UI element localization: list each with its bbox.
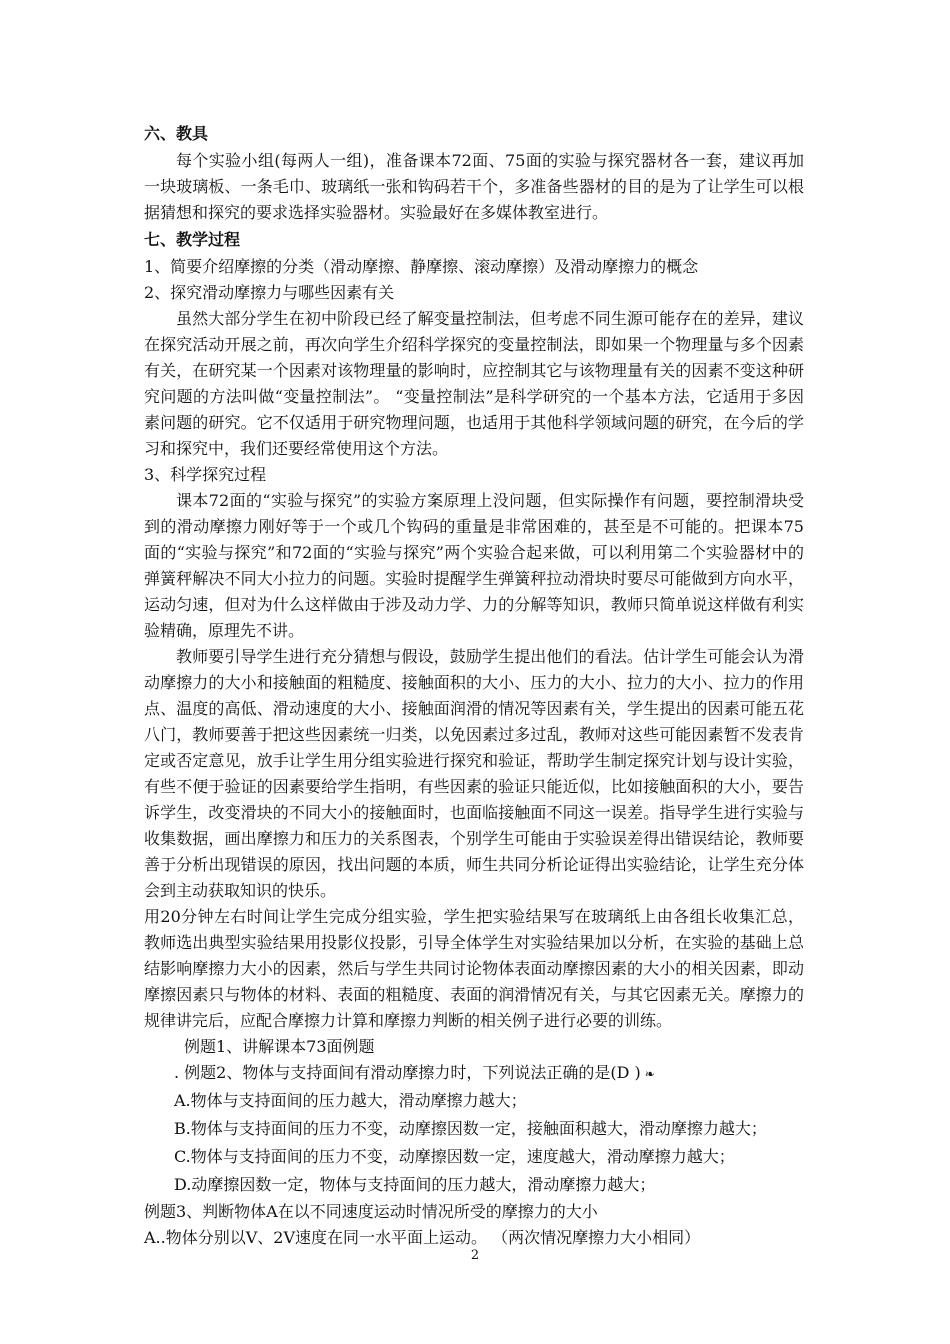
option-b: B.物体与支持面间的压力不变，动摩擦因数一定，接触面积越大，滑动摩擦力越大；	[174, 1119, 767, 1138]
hypothesis-paragraph: 教师要引导学生进行充分猜想与假设，鼓励学生提出他们的看法。估计学生可能会认为滑动摩擦力的大小和接触面的粗糙度、接触面积的大小、压力的大小、拉力的大小、拉力的作用点、温度的高低、滑动速度的大小、接触面润滑的情况等因素有关，学生提出的因素可能五花八门，教师要善于把这些因素统一归类，以免因素过多过乱，教师对这些可能因素暂不发表肯定或否定意见，放手让学生用分组实验进行探究和验证，帮助学生制定探究计划与设计实验，有些不便于验证的因素要给学生指明，有些因素的验证只能近似，比如接触面积的大小，要告诉学生，改变滑块的不同大小的接触面时，也面临接触面不同这一误差。指导学生进行实验与收集数据，画出摩擦力和压力的关系图表，个别学生可能由于实验误差得出错误结论，教师要善于分析出现错误的原因，找出问题的本质，师生共同分析论证得出实验结论，让学生充分体会到主动获取知识的快乐。	[144, 647, 804, 900]
group-experiment-paragraph: 用20分钟左右时间让学生完成分组实验，学生把实验结果写在玻璃纸上由各组长收集汇总，教师选出典型实验结果用投影仪投影，引导全体学生对实验结果加以分析，在实验的基础上总结影响摩擦力大小的因素，然后与学生共同讨论物体表面动摩擦因素的大小的相关因素，即动摩擦因素只与物体的材料、表面的粗糙度、表面的润滑情况有关，与其它因素无关。摩擦力的规律讲完后，应配合摩擦力计算和摩擦力判断的相关例子进行必要的训练。	[144, 907, 804, 1030]
process-item-2: 2、探究滑动摩擦力与哪些因素有关	[144, 283, 395, 302]
experiment-plan-paragraph: 课本72面的“实验与探究”的实验方案原理上没问题，但实际操作有问题，要控制滑块受到的滑动摩擦力刚好等于一个或几个钩码的重量是非常困难的，甚至是不可能的。把课本75面的“实验与探究”和72面的“实验与探究”两个实验合起来做，可以利用第二个实验器材中的弹簧秤解决不同大小拉力的问题。实验时提醒学生弹簧秤拉动滑块时要尽可能做到方向水平，运动匀速，但对为什么这样做由于涉及动力学、力的分解等知识，教师只简单说这样做有利实验精确，原理先不讲。	[144, 491, 804, 640]
option-d: D.动摩擦因数一定，物体与支持面间的压力越大，滑动摩擦力越大；	[174, 1175, 656, 1194]
example-2-text: . 例题2、物体与支持面间有滑动摩擦力时，下列说法正确的是(D )	[174, 1063, 641, 1082]
process-item-1: 1、简要介绍摩擦的分类（滑动摩擦、静摩擦、滚动摩擦）及滑动摩擦力的概念	[144, 257, 699, 276]
teaching-aids-paragraph: 每个实验小组(每两人一组)，准备课本72面、75面的实验与探究器材各一套，建议再加一块玻璃板、一条毛巾、玻璃纸一张和钩码若干个，多准备些器材的目的是为了让学生可以根据猜想和探究的要求选择实验器材。实验最好在多媒体教室进行。	[144, 151, 804, 222]
document-body	[144, 120, 804, 1251]
option-c: C.物体与支持面间的压力不变，动摩擦因数一定，速度越大，滑动摩擦力越大；	[174, 1147, 735, 1166]
process-item-3: 3、科学探究过程	[144, 465, 267, 484]
swash-icon: ❧	[644, 1067, 655, 1081]
section-heading-teaching-process: 七、教学过程	[144, 230, 241, 249]
variable-control-paragraph: 虽然大部分学生在初中阶段已经了解变量控制法，但考虑不同生源可能存在的差异，建议在探究活动开展之前，再次向学生介绍科学探究的变量控制法，即如果一个物理量与多个因素有关，在研究某一个因素对该物理量的影响时，应控制其它与该物理量有关的因素不变这种研究问题的方法叫做“变量控制法”。 “变量控制法”是科学研究的一个基本方法，它适用于多因素问题的研究。它不仅适用于研究物理问题，也适用于其他科学领域问题的研究，在今后的学习和探究中，我们还要经常使用这个方法。	[144, 309, 804, 458]
example-3: 例题3、判断物体A在以不同速度运动时情况所受的摩擦力的大小	[144, 1202, 598, 1221]
option-a: A.物体与支持面间的压力越大，滑动摩擦力越大；	[174, 1091, 527, 1110]
example-2	[144, 1060, 804, 1087]
section-heading-teaching-aids: 六、教具	[144, 124, 209, 143]
example-1: 例题1、讲解课本73面例题	[184, 1037, 375, 1056]
page-number: 2	[470, 1248, 480, 1263]
example-3-part-a: A..物体分别以V、2V速度在同一水平面上运动。 （两次情况摩擦力大小相同）	[144, 1228, 701, 1247]
